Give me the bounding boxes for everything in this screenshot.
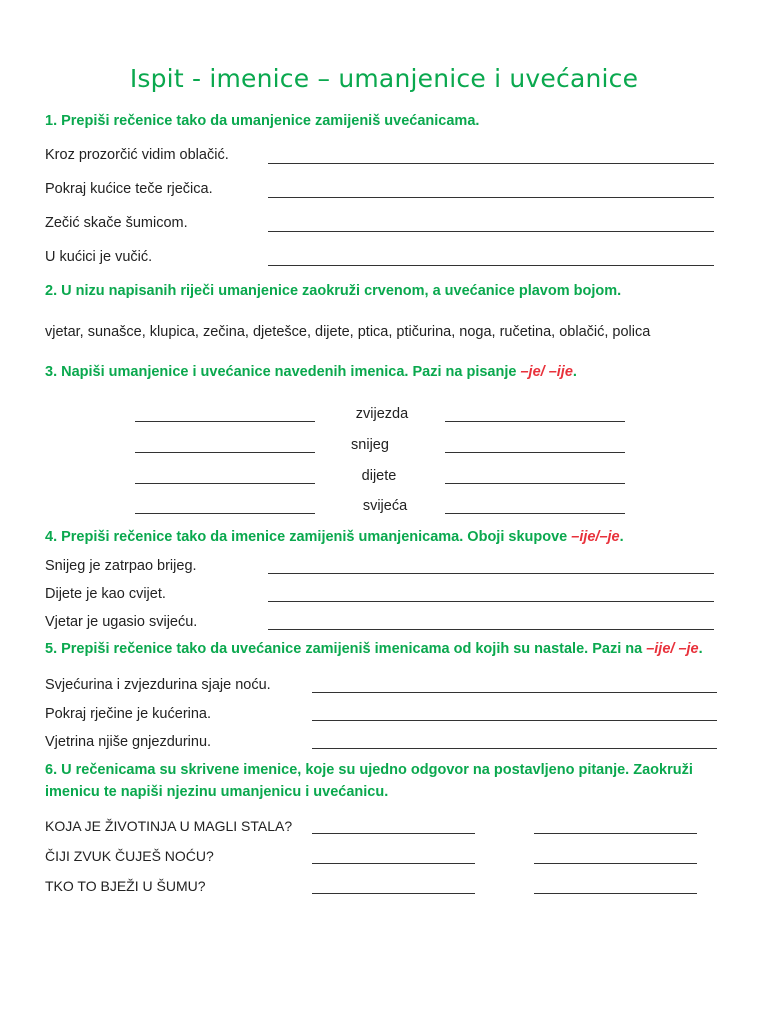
task-5-sentence: Vjetrina njiše gnjezdurinu. xyxy=(45,734,212,750)
task-5-sentence: Svjećurina i zvjezdurina sjaje noću. xyxy=(45,677,271,693)
page-title: Ispit - imenice – umanjenice i uvećanice xyxy=(129,64,639,93)
task-5-heading xyxy=(45,638,703,661)
answer-line[interactable] xyxy=(534,833,697,834)
answer-line[interactable] xyxy=(312,692,717,693)
task-1-sentence: Pokraj kućice teče rječica. xyxy=(45,181,213,197)
answer-line[interactable] xyxy=(135,421,315,422)
task-3-heading xyxy=(45,361,577,384)
task-3-word: dijete xyxy=(361,468,397,484)
answer-line[interactable] xyxy=(268,197,714,198)
task-3-emphasis: –je/ –ije xyxy=(520,364,573,380)
answer-line[interactable] xyxy=(445,452,625,453)
task-1-sentence: U kućici je vučić. xyxy=(45,249,153,265)
task-6-heading-line-1: 6. U rečenicama su skrivene imenice, koje su ujedno odgovor na postavljeno pitanje. Zaokruži xyxy=(45,762,693,778)
task-3-heading-end: . xyxy=(572,364,577,380)
task-4-sentence: Vjetar je ugasio svijeću. xyxy=(45,614,198,630)
answer-line[interactable] xyxy=(534,893,697,894)
answer-line[interactable] xyxy=(268,573,714,574)
task-4-sentence: Snijeg je zatrpao brijeg. xyxy=(45,558,197,574)
task-5-emphasis: –ije/ –je xyxy=(646,641,699,657)
task-3-heading-text: 3. Napiši umanjenice i uvećanice navedenih imenica. Pazi na pisanje xyxy=(45,364,521,380)
task-4-sentence: Dijete je kao cvijet. xyxy=(45,586,166,602)
task-2-word-list: vjetar, sunašce, klupica, zečina, djetešce, dijete, ptica, ptičurina, noga, ručetina, oblačić, polica xyxy=(45,324,651,340)
task-6-question: ČIJI ZVUK ČUJEŠ NOĆU? xyxy=(45,848,214,864)
answer-line[interactable] xyxy=(135,513,315,514)
task-4-emphasis: –ije/–je xyxy=(571,529,620,545)
answer-line[interactable] xyxy=(312,833,475,834)
task-3-word: svijeća xyxy=(362,498,408,514)
answer-line[interactable] xyxy=(534,863,697,864)
task-6-heading-line-2: imenicu te napiši njezinu umanjenicu i uvećanicu. xyxy=(45,784,389,800)
task-3-word: snijeg xyxy=(351,437,389,453)
answer-line[interactable] xyxy=(268,265,714,266)
answer-line[interactable] xyxy=(312,748,717,749)
answer-line[interactable] xyxy=(445,483,625,484)
task-2-heading: 2. U nizu napisanih riječi umanjenice zaokruži crvenom, a uvećanice plavom bojom. xyxy=(45,283,622,299)
answer-line[interactable] xyxy=(135,452,315,453)
task-3-word: zvijezda xyxy=(355,406,409,422)
task-6-question: TKO TO BJEŽI U ŠUMU? xyxy=(45,878,206,894)
task-5-sentence: Pokraj rječine je kućerina. xyxy=(45,706,212,722)
answer-line[interactable] xyxy=(312,863,475,864)
answer-line[interactable] xyxy=(445,421,625,422)
answer-line[interactable] xyxy=(268,163,714,164)
answer-line[interactable] xyxy=(312,720,717,721)
task-4-heading xyxy=(45,526,624,549)
answer-line[interactable] xyxy=(268,601,714,602)
task-6-question: KOJA JE ŽIVOTINJA U MAGLI STALA? xyxy=(45,818,293,834)
task-4-heading-end: . xyxy=(619,529,624,545)
answer-line[interactable] xyxy=(268,629,714,630)
answer-line[interactable] xyxy=(268,231,714,232)
task-4-heading-text: 4. Prepiši rečenice tako da imenice zamijeniš umanjenicama. Oboji skupove xyxy=(45,529,572,545)
task-5-heading-text: 5. Prepiši rečenice tako da uvećanice zamijeniš imenicama od kojih su nastale. Pazi na xyxy=(45,641,647,657)
answer-line[interactable] xyxy=(312,893,475,894)
task-1-sentence: Kroz prozorčić vidim oblačić. xyxy=(45,147,229,163)
answer-line[interactable] xyxy=(135,483,315,484)
task-5-heading-end: . xyxy=(698,641,703,657)
answer-line[interactable] xyxy=(445,513,625,514)
task-1-heading: 1. Prepiši rečenice tako da umanjenice zamijeniš uvećanicama. xyxy=(45,113,480,129)
task-1-sentence: Zečić skače šumicom. xyxy=(45,215,188,231)
